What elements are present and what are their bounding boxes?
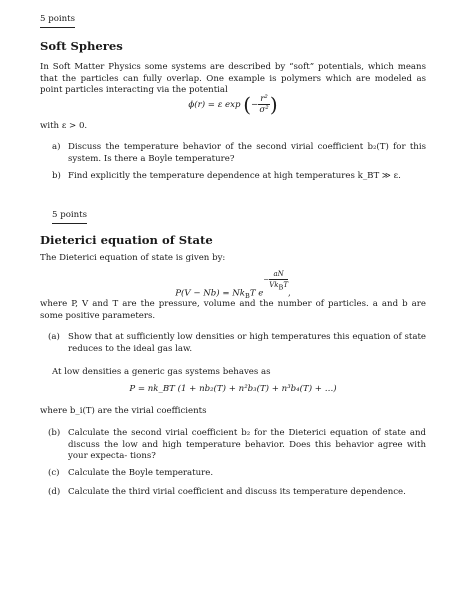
equation-end: , [288, 288, 291, 299]
section1-equation: ϕ(r) = ε exp (− $\frac{\text{r²}}{\text{σ²}}$ ) [188, 92, 278, 117]
section1-intro-text: In Soft Matter Physics some systems are described by “soft” potentials, which means that the particles can fully overlap. One example is polymers which are modeled as point particles interacting via the potential [40, 62, 426, 96]
section2-virial-note: where b_i(T) are the virial coefficients [40, 406, 207, 416]
equation-fraction [258, 94, 270, 115]
exponent-den-main: Vk [269, 281, 279, 289]
item-label: (c) [48, 468, 60, 478]
exponent-numerator: aN [269, 269, 288, 280]
section2-intro: The Dieterici equation of state is given by: [40, 253, 226, 263]
section2-item-b [48, 428, 426, 463]
section2-points: 5 points [52, 210, 87, 224]
item-label: b) [52, 171, 61, 181]
equation-exponent [263, 269, 288, 290]
equation-sub: B [245, 292, 250, 301]
section2-item-a [48, 332, 426, 355]
item-label: (d) [48, 487, 61, 497]
section2-item-c [48, 468, 426, 480]
item-text: Show that at sufficiently low densities or high temperatures this equation of state reduces to the ideal gas law. [68, 332, 426, 354]
equation-numerator: r² [260, 94, 268, 104]
section1-item-b [52, 171, 426, 183]
exponent-den-tail: T [283, 281, 288, 289]
item-label: (a) [48, 332, 60, 342]
item-text: Calculate the second virial coefficient b₂ for the Dieterici equation of state and discuss the low and high temperature behavior. Does this behavior agree with your expecta- tions? [68, 428, 426, 462]
item-label: (b) [48, 428, 61, 438]
equation-mid: T e [249, 288, 264, 299]
equation-sign: − [251, 100, 259, 110]
exponent-denominator [269, 280, 288, 290]
item-label: a) [52, 142, 61, 152]
equation-lhs: P(V − Nb) = Nk [175, 288, 246, 299]
section1-points: 5 points [40, 14, 75, 28]
section2-equation [40, 269, 426, 300]
section2-low-density: At low densities a generic gas systems behaves as [52, 367, 271, 377]
section2-description: where P, V and T are the pressure, volume and the number of particles. a and b are some positive parameters. [40, 299, 426, 321]
section2-virial-equation: P = nk_BT (1 + nb₂(T) + n²b₃(T) + n³b₄(T) + …) [129, 384, 337, 394]
equation-lhs: ϕ(r) = ε exp [188, 100, 241, 110]
exponent-sign: − [263, 275, 270, 284]
section2-item-d [48, 487, 426, 499]
exponent-fraction [269, 269, 288, 290]
item-text: Calculate the Boyle temperature. [68, 468, 214, 478]
section2-title: Dieterici equation of State [40, 233, 213, 247]
section1-item-a [52, 142, 426, 165]
exponent-den-sub: B [278, 283, 284, 292]
section1-title: Soft Spheres [40, 39, 123, 53]
equation-denominator: σ² [259, 105, 269, 115]
section1-intro [40, 62, 426, 97]
item-text: Find explicitly the temperature dependence at high temperatures k_BT ≫ ε. [68, 171, 401, 181]
item-text: Discuss the temperature behavior of the second virial coefficient b₂(T) for this system. Is there a Boyle temperature? [68, 142, 426, 164]
item-text: Calculate the third virial coefficient and discuss its temperature dependence. [68, 487, 406, 497]
section1-condition: with ε > 0. [40, 121, 88, 131]
